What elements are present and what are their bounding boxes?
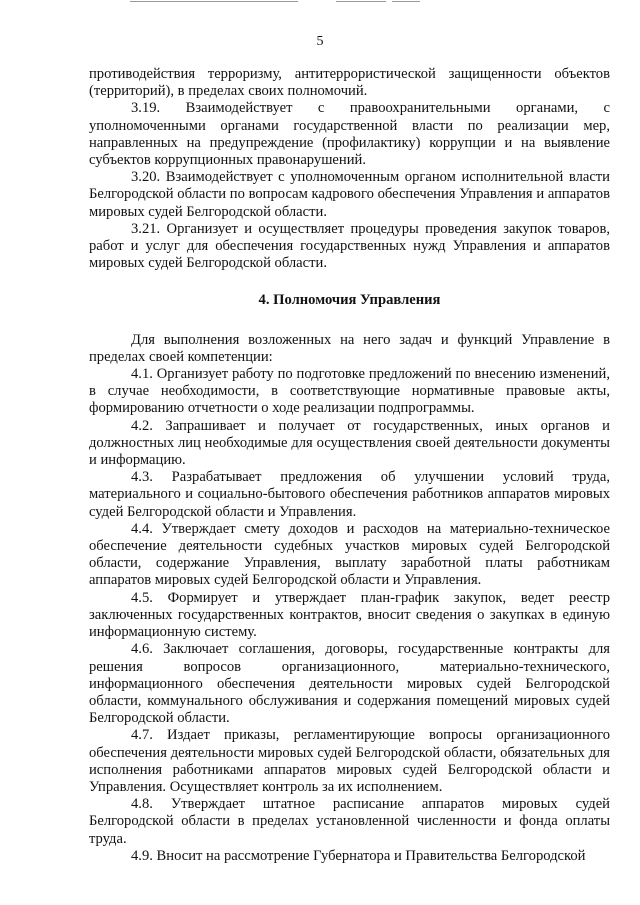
paragraph-4-3: 4.3. Разрабатывает предложения об улучшении условий труда, материального и социально-бытового обеспечения работников аппаратов мировых судей Белгородской области и Управления.	[89, 469, 610, 520]
paragraph-4-4: 4.4. Утверждает смету доходов и расходов на материально-техническое обеспечение деятельности судебных участков мировых судей Белгородской области, содержание Управления, выплату заработной платы работникам аппаратов мировых судей Белгородской области и Управления.	[89, 520, 610, 589]
paragraph-3-19: 3.19. Взаимодействует с правоохранительными органами, с уполномоченными органами государственной власти по реализации мер, направленных на предупреждение (профилактику) коррупции и на выявление субъектов коррупционных правонарушений.	[89, 100, 610, 169]
paragraph-4-1: 4.1. Организует работу по подготовке предложений по внесению изменений, в случае необходимости, в соответствующие нормативные правовые акты, формированию отчетности о ходе реализации подпрограммы.	[89, 366, 610, 417]
paragraph-4-8: 4.8. Утверждает штатное расписание аппаратов мировых судей Белгородской области в пределах установленной численности и фонда оплаты труда.	[89, 796, 610, 847]
paragraph-4-5: 4.5. Формирует и утверждает план-график закупок, ведет реестр заключенных государственных контрактов, вносит сведения о закупках в единую информационную систему.	[89, 589, 610, 641]
scan-top-edge	[0, 0, 640, 4]
paragraph-4-7: 4.7. Издает приказы, регламентирующие вопросы организационного обеспечения деятельности мировых судей Белгородской области, обязательных для исполнения работниками аппаратов мировых судей Белгородской области и Управления. Осуществляет контроль за их исполнением.	[89, 727, 610, 795]
page-number: 5	[316, 34, 324, 49]
paragraph-4-9: 4.9. Вносит на рассмотрение Губернатора и Правительства Белгородской	[131, 847, 586, 864]
paragraph-intro: Для выполнения возложенных на него задач и функций Управление в пределах своей компетенции:	[89, 331, 610, 365]
paragraph-continuation: противодействия терроризму, антитеррористической защищенности объектов (территорий), в пределах своих полномочий.	[89, 66, 610, 100]
paragraph-3-21: 3.21. Организует и осуществляет процедуры проведения закупок товаров, работ и услуг для обеспечения государственных нужд Управления и аппаратов мировых судей Белгородской области.	[89, 220, 610, 272]
paragraph-4-2: 4.2. Запрашивает и получает от государственных, иных органов и должностных лиц необходимые для осуществления своей деятельности документы и информацию.	[89, 417, 610, 469]
document-body	[89, 66, 610, 865]
paragraph-3-20: 3.20. Взаимодействует с уполномоченным органом исполнительной власти Белгородской области по вопросам кадрового обеспечения Управления и аппаратов мировых судей Белгородской области.	[89, 169, 610, 220]
section-heading: 4. Полномочия Управления	[258, 292, 441, 309]
paragraph-4-6: 4.6. Заключает соглашения, договоры, государственные контракты для решения вопросов организационного, материально-технического, информационного обеспечения деятельности мировых судей Белгородской области, коммунального обслуживания и содержания помещений мировых судей Белгородской области.	[89, 641, 610, 727]
